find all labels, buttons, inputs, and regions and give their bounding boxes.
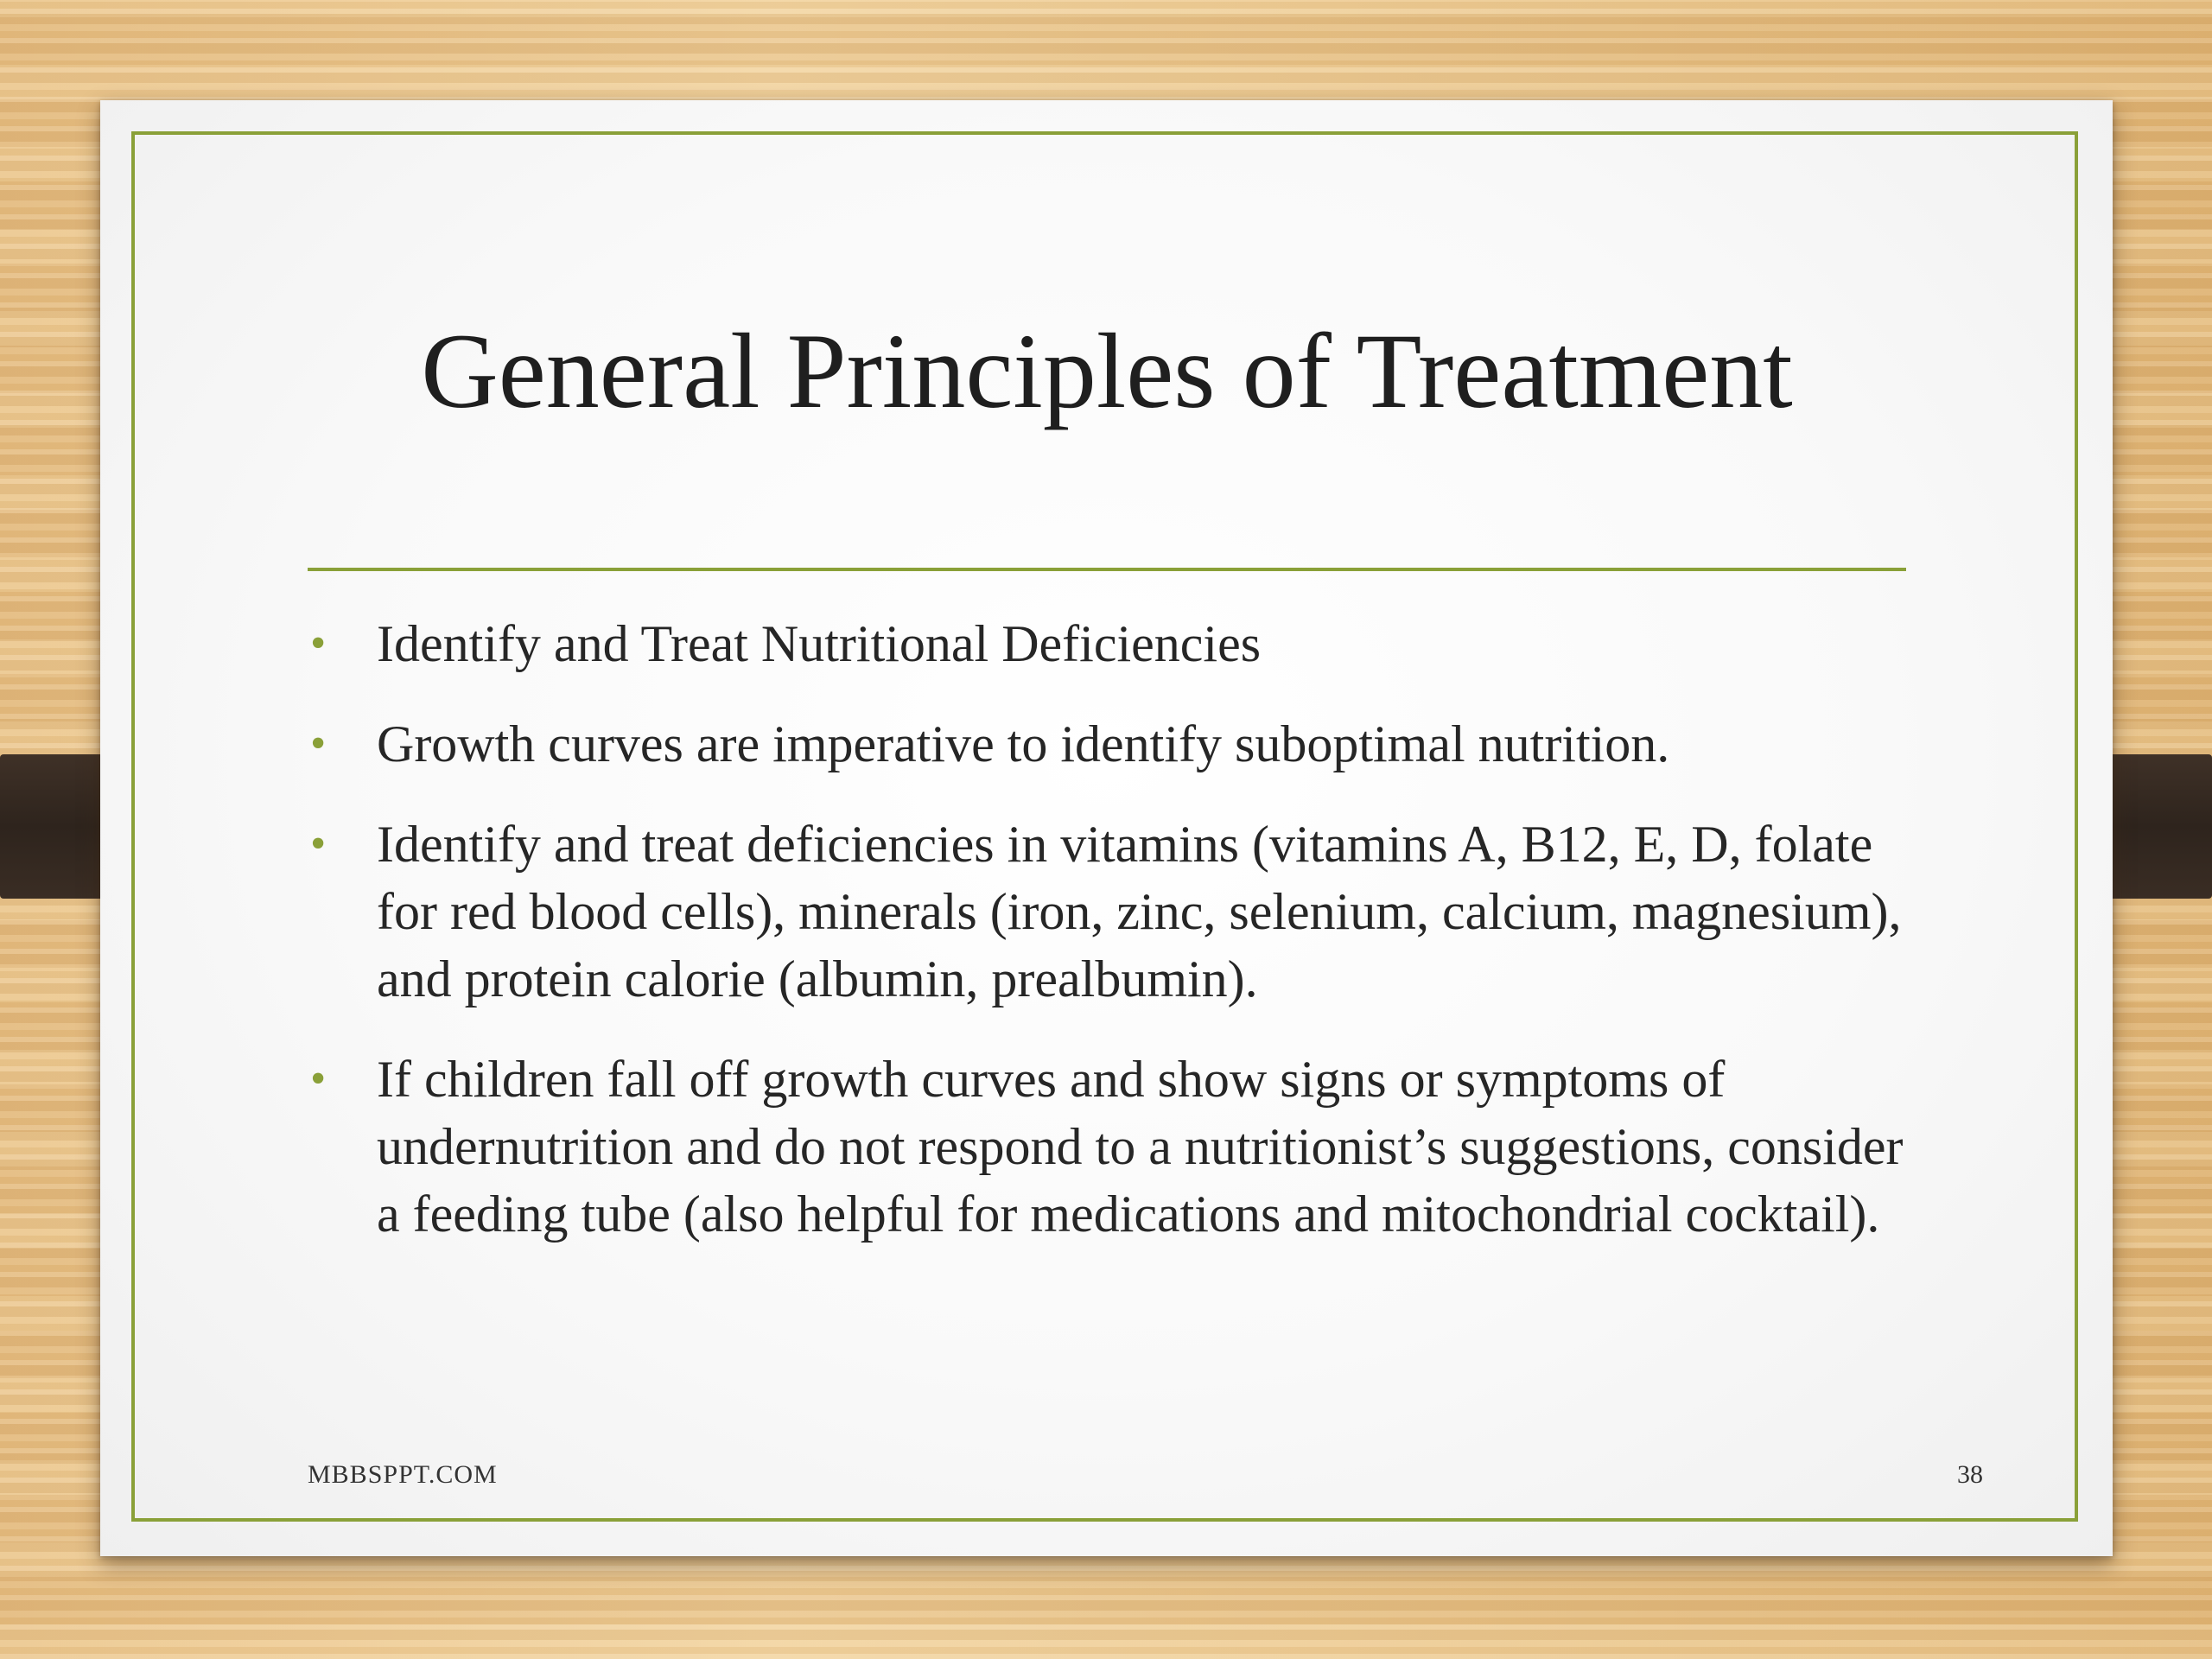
bullet-text: Growth curves are imperative to identify suboptimal nutrition. xyxy=(377,715,1670,772)
bullet-dot-icon: • xyxy=(310,1054,327,1103)
slide-title: General Principles of Treatment xyxy=(421,312,1793,430)
bullet-list xyxy=(308,610,1932,1281)
bullet-dot-icon: • xyxy=(310,719,327,768)
bullet-text: Identify and Treat Nutritional Deficiencies xyxy=(377,615,1262,672)
bullet-item xyxy=(308,610,1932,677)
title-divider xyxy=(308,568,1906,571)
slide xyxy=(100,100,2113,1556)
bullet-item xyxy=(308,710,1932,778)
bullet-text: Identify and treat deficiencies in vitamins (vitamins A, B12, E, D, folate for red blood cells), minerals (iron, zinc, selenium, calcium, magnesium), and protein calorie (albumin, prealbumin). xyxy=(377,816,1902,1007)
bullet-item xyxy=(308,1046,1932,1248)
footer-source: MBBSPPT.COM xyxy=(308,1460,498,1489)
page-number: 38 xyxy=(1957,1460,1983,1489)
bullet-text: If children fall off growth curves and show signs or symptoms of undernutrition and do not respond to a nutritionist’s suggestions, consider a feeding tube (also helpful for medications and mitochondrial cocktail). xyxy=(377,1051,1904,1243)
bullet-dot-icon: • xyxy=(310,819,327,868)
bullet-dot-icon: • xyxy=(310,619,327,668)
bullet-item xyxy=(308,810,1932,1013)
